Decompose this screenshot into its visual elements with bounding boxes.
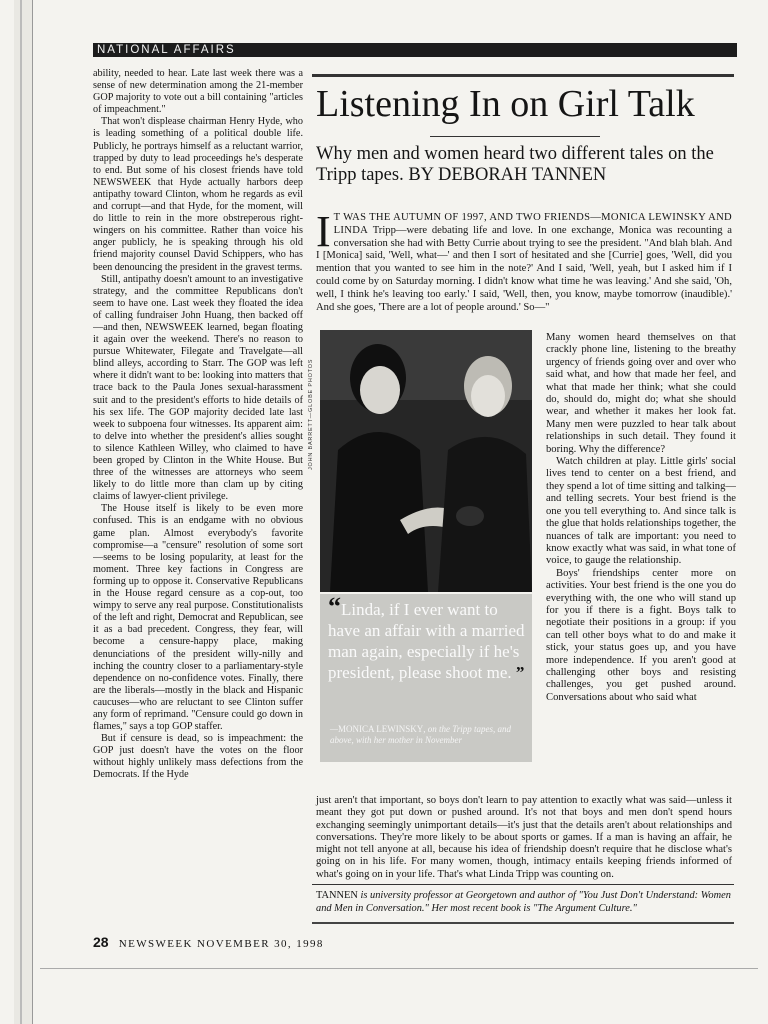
author-name: TANNEN [316,890,358,901]
photo-credit: JOHN BARRETT—GLOBE PHOTOS [308,358,314,470]
left-paragraph: The House itself is likely to be even more confused. This is an endgame with no obvious game plan. Almost everybody's favorite compromise—a "censure" resolution of some sort—seems to be losing popularity, at least for the moment. Three key factions in Congress are forming up to oppose it. Conservative Republicans in the House regard censure as a cop-out, too wimpy to serve any real purpose. Constitutionalists of the left and right, Democrat and Republican, see it as a bad precedent. Congress, they fear, will become a censure-happy place, making denunciations of the president willy-nilly and inching the country closer to a parliamentary-style dependence on no-confidence votes. Finally, there are the liberals—mostly in the black and Hispanic caucuses—who are reluctant to see Clinton suffer any form of reprimand. "Censure could go down in flames," says a top GOP staffer. [93,503,303,733]
article-byline: BY DEBORAH TANNEN [408,165,607,185]
section-header [93,43,737,57]
article-headline: Listening In on Girl Talk [316,83,695,125]
open-quote-mark: “ [328,592,341,621]
headline-divider [430,136,600,137]
article-closing: just aren't that important, so boys don't learn to pay attention to exactly what was said—unless it meant they got put down or pushed around. It's not that boys and men don't spend hours exchanging seemingly unimportant details—it's just that the details aren't about relationships and conversations. They're more likely to be about sports or games. If a man is having an affair, he might not tell anyone at all, because his idea of friendship doesn't require that he disclose what's going on in his life. For many women, though, intimacy entails keeping friends informed of what's going on in your life. That's what Linda Tripp was counting on. [316,795,732,880]
author-bio-text: is university professor at Georgetown and author of "You Just Don't Understand: Women and Men in Conversation." Her most recent book is "The Argument Culture." [316,890,731,914]
section-label: NATIONAL AFFAIRS [97,44,236,56]
photo-lewinsky-and-mother [320,330,532,592]
caption-name: MONICA LEWINSKY [338,724,424,734]
left-paragraph: But if censure is dead, so is impeachment: the GOP just doesn't have the votes on the floor without highly unlikely mass defections from the Democrats. If the Hyde [93,733,303,781]
right-paragraph: Boys' friendships center more on activities. Your best friend is the one you do everything with, the one who will stand up for you if there is a fight. Boys talk to negotiate their positions in a group: if you can tell other boys what to do and make it stick, your status goes up, and you have more independence. If you aren't good at challenging other boys and resisting challenges, you get pushed around. Conversations about who said what [546,567,736,703]
caption-text: , on the Tripp tapes, and above, with her mother in November [330,724,512,745]
page-footer [93,934,324,950]
bio-top-rule [312,884,734,885]
issue-date: NOVEMBER 30, 1998 [197,938,324,950]
author-bio [316,890,734,915]
page-number: 28 [93,934,109,950]
photo-caption: —MONICA LEWINSKY, on the Tripp tapes, and above, with her mother in November [330,724,512,745]
pull-quote-text: Linda, if I ever want to have an affair with a married man again, especially if he's president, please shoot me. [328,600,525,682]
right-column-article [546,332,736,806]
subhead-text: Why men and women heard two different tales on the Tripp tapes. [316,144,714,185]
page-spine-edge [14,0,33,1024]
article-opening [316,207,732,314]
left-column-article [93,68,303,928]
right-paragraph: Watch children at play. Little girls' social lives tend to center on a best friend, and they spend a lot of time sitting and talking—and telling secrets. Your best friend is the one you tell everything to. And since talk is the glue that holds relationships together, the nuances of talk are important: you need to know exactly what was said, in what tone of voice, to gauge the relationship. [546,456,736,567]
pull-quote-box [320,594,532,762]
article-subhead [316,144,736,186]
left-paragraph: Still, antipathy doesn't amount to an investigative strategy, and the committee Republicans don't seem to have one. Last week they floated the idea of calling fundraiser John Huang, then backed off—and then, NEWSWEEK learned, began floating it again over the weekend. There's no reason to pursue Whitewater, Filegate and Travelgate—all blind alleys, according to Starr. The GOP was left where it didn't want to be: looking into matters that trace back to the Paula Jones sexual-harassment suit and to the president's efforts to hide details of his sex life. The GOP majority decided late last week to subpoena four witnesses. Its apparent aim: to delve into whether the president's allies sought to silence Kathleen Willey, who claimed to have been groped by Clinton in the White House. But three of the witnesses are attorneys who seem likely to do little more than clam up by citing claims of lawyer-client privilege. [93,273,303,503]
left-paragraph: ability, needed to hear. Late last week there was a sense of new determination among the 21-member GOP majority to vote out a bill containing "articles of impeachment." [93,68,303,116]
right-paragraph: Many women heard themselves on that crackly phone line, listening to the breathy urgency of friends going over and over who said what, and how that made her feel, and what that made her think; what she could do, should do, might do; what she should wear, and whether it makes her look fat. Many men were puzzled to hear talk about relationships in such detail. They found it boring. Why the difference? [546,332,736,455]
headline-top-rule [312,74,734,77]
magazine-name: NEWSWEEK [118,938,193,950]
drop-cap: I [316,207,331,256]
page-bottom-edge [40,968,758,969]
article-leadin: T WAS THE AUTUMN OF 1997, AND TWO FRIENDS—MONICA LEWINSKY AND LINDA [333,212,732,236]
pull-quote [328,592,532,683]
opening-paragraph: Tripp—were debating life and love. In one exchange, Monica was recounting a conversation she had with Betty Currie about trying to see the president. "And blah blah. And I [Monica] said, 'Well, what—' and then I sort of hesitated and she [Currie] goes, 'Well, did you mention that you wanted to see him in the note?' And I said, 'Well, yeah, but I asked him if I could come by on Saturday morning. I didn't know what time he was leaving.' And she said, 'Oh, well, I think he's leaving too early.' I said, 'Well, then, you know, maybe tomorrow (inaudible).' And she goes, 'There are a lot of people around.' So—" [316,224,732,313]
bio-bottom-rule [312,922,734,924]
close-quote-mark: ” [515,663,525,682]
left-paragraph: That won't displease chairman Henry Hyde, who is leading something of a political double life. Publicly, he portrays himself as a reluctant warrior, trapped by duty to lead proceedings he's desperate to end. But some of his closest friends have told NEWSWEEK that Hyde actually harbors deep antipathy toward Clinton, whom he regards as evil and corrupt—and that Hyde, for the moment, will do little to rein in the more obstreperous right-wingers on his committee. Rather than voice his anger publicly, he is speaking through his old friend majority counsel David Schippers, who has been denouncing the president in the gravest terms. [93,116,303,273]
